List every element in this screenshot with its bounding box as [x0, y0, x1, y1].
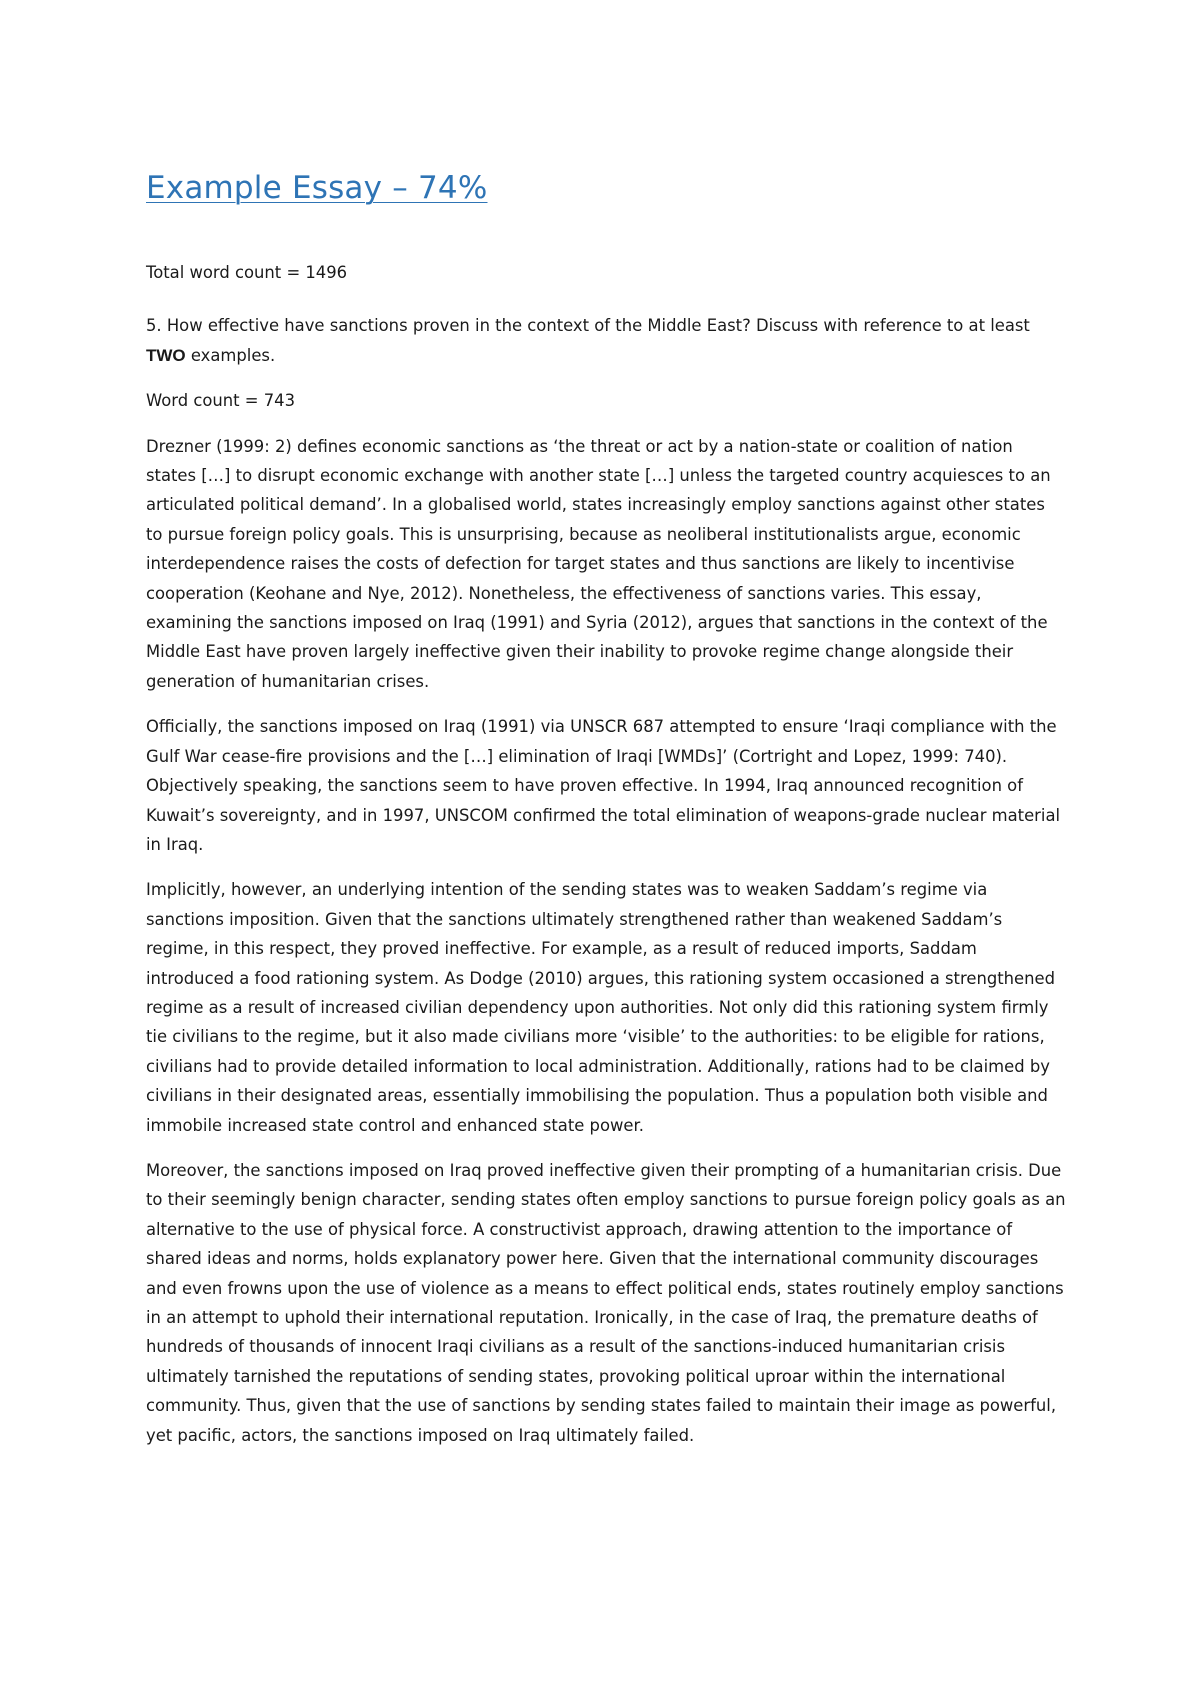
paragraph-intro: Drezner (1999: 2) defines economic sanctions as ‘the threat or act by a nation-state or coalition of nation states […] to disrupt economic exchange with another state […] unless the targeted country acquiesces to an articulated political demand’. In a globalised world, states increasingly employ sanctions against other states to pursue foreign policy goals. This is unsurprising, because as neoliberal institutionalists argue, economic interdependence raises the costs of defection for target states and thus sanctions are likely to incentivise cooperation (Keohane and Nye, 2012). Nonetheless, the effectiveness of sanctions varies. This essay, examining the sanctions imposed on Iraq (1991) and Syria (2012), argues that sanctions in the context of the Middle East have proven largely ineffective given their inability to provoke regime change alongside their generation of humanitarian crises. [146, 436, 1051, 691]
paragraph-iraq-humanitarian: Moreover, the sanctions imposed on Iraq proved ineffective given their prompting of a humanitarian crisis. Due to their seemingly benign character, sending states often employ sanctions to pursue foreign policy goals as an alternative to the use of physical force. A constructivist approach, drawing attention to the importance of shared ideas and norms, holds explanatory power here. Given that the international community discourages and even frowns upon the use of violence as a means to effect political ends, states routinely employ sanctions in an attempt to uphold their international reputation. Ironically, in the case of Iraq, the premature deaths of hundreds of thousands of innocent Iraqi civilians as a result of the sanctions-induced humanitarian crisis ultimately tarnished the reputations of sending states, provoking political uproar within the international community. Thus, given that the use of sanctions by sending states failed to maintain their image as powerful, yet pacific, actors, the sanctions imposed on Iraq ultimately failed. [146, 1160, 1066, 1445]
essay-word-count: Word count = 743 [146, 391, 296, 411]
essay-question [146, 311, 1066, 370]
paragraph-iraq-implicit: Implicitly, however, an underlying intention of the sending states was to weaken Saddam’s regime via sanctions imposition. Given that the sanctions ultimately strengthened rather than weakened Saddam’s regime, in this respect, they proved ineffective. For example, as a result of reduced imports, Saddam introduced a food rationing system. As Dodge (2010) argues, this rationing system occasioned a strengthened regime as a result of increased civilian dependency upon authorities. Not only did this rationing system firmly tie civilians to the regime, but it also made civilians more ‘visible’ to the authorities: to be eligible for rations, civilians had to provide detailed information to local administration. Additionally, rations had to be claimed by civilians in their designated areas, essentially immobilising the population. Thus a population both visible and immobile increased state control and enhanced state power. [146, 880, 1056, 1135]
total-word-count: Total word count = 1496 [146, 263, 348, 282]
document-title: Example Essay – 74% [146, 170, 488, 206]
question-emphasis: TWO [146, 345, 186, 365]
question-text-end: examples. [185, 345, 276, 365]
question-text: 5. How effective have sanctions proven in the context of the Middle East? Discuss with reference to at least [146, 316, 1030, 336]
document-page [146, 170, 1066, 1466]
paragraph-iraq-official: Officially, the sanctions imposed on Iraq (1991) via UNSCR 687 attempted to ensure ‘Iraqi compliance with the Gulf War cease-fire provisions and the […] elimination of Iraqi [WMDs]’ (Cortright and Lopez, 1999: 740). Objectively speaking, the sanctions seem to have proven effective. In 1994, Iraq announced recognition of Kuwait’s sovereignty, and in 1997, UNSCOM confirmed the total elimination of weapons-grade nuclear material in Iraq. [146, 717, 1061, 854]
